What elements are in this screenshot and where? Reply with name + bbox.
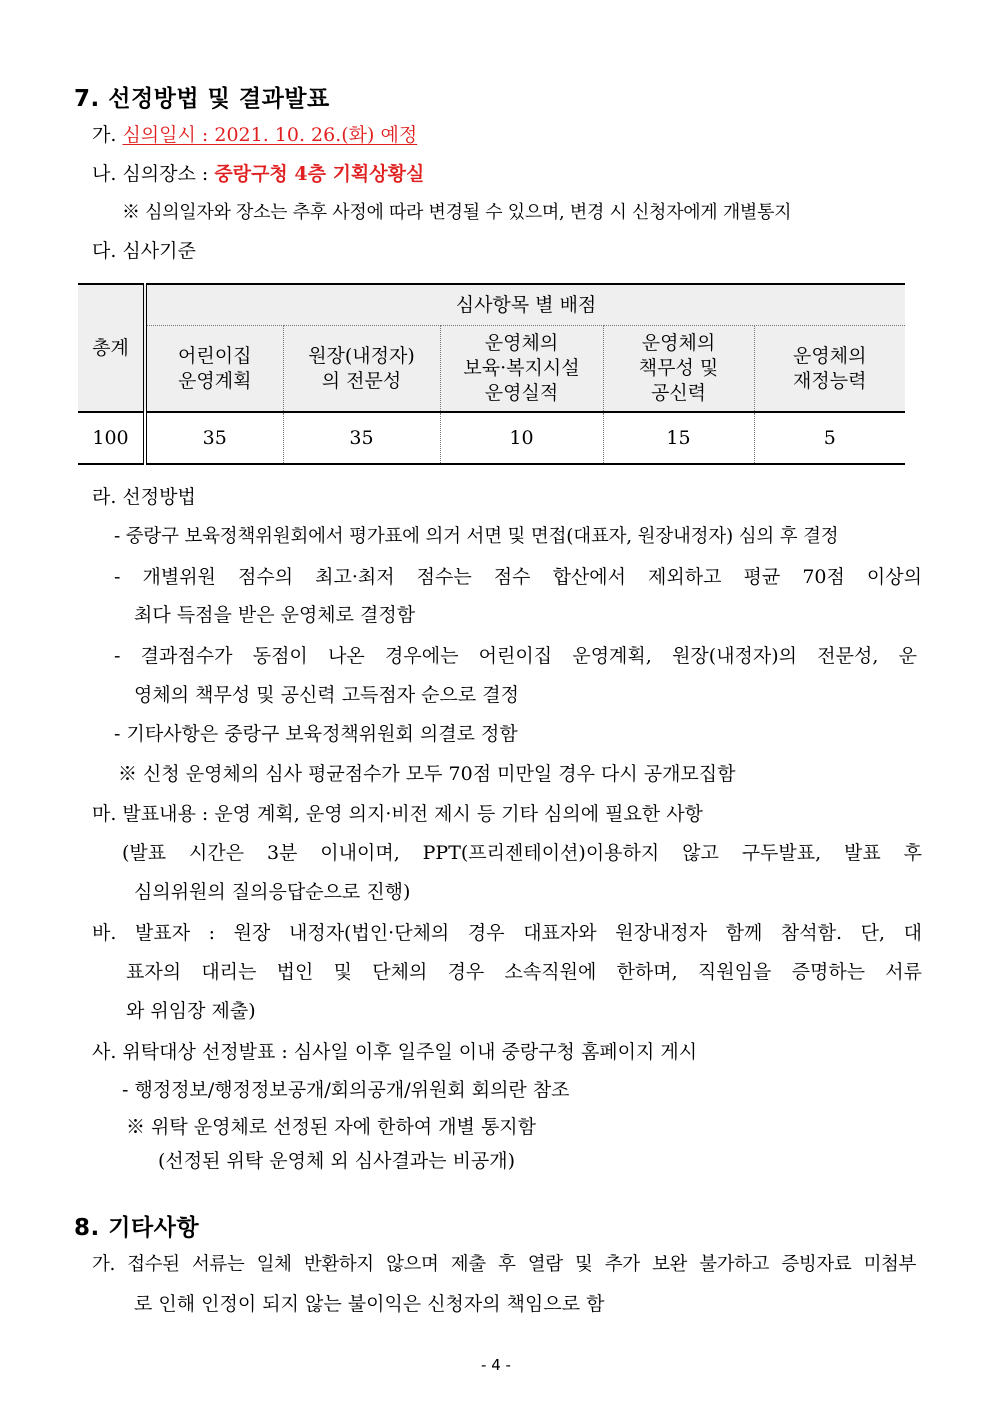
item-sa-note: ※ 위탁 운영체로 선정된 자에 한하여 개별 통지함 xyxy=(126,1116,537,1138)
score-cell-2: 35 xyxy=(283,412,440,464)
section-8-item-ga: 가. 접수된 서류는 일체 반환하지 않으며 제출 후 열람 및 추가 보완 불가하고 증빙자료 미첨부 xyxy=(92,1254,916,1275)
column-header-4: 운영체의 책무성 및 공신력 xyxy=(603,326,754,412)
group-header: 심사항목 별 배점 xyxy=(145,284,905,326)
item-sa: 사. 위탁대상 선정발표 : 심사일 이후 일주일 이내 중랑구청 홈페이지 게시 xyxy=(92,1041,698,1063)
item-ra: 라. 선정방법 xyxy=(92,486,196,508)
section-7-title: 7. 선정방법 및 결과발표 xyxy=(74,86,330,112)
item-ga-prefix: 가. xyxy=(92,124,117,146)
item-sa-note-cont: (선정된 위탁 운영체 외 심사결과는 비공개) xyxy=(158,1150,516,1172)
ra-item-1: - 중랑구 보육정책위원회에서 평가표에 의거 서면 및 면접(대표자, 원장내정자) 심의 후 결정 xyxy=(114,526,839,547)
ra-item-4: - 기타사항은 중랑구 보육정책위원회 의결로 정함 xyxy=(114,723,518,745)
review-place: 중랑구청 4층 기획상황실 xyxy=(214,163,425,185)
ra-item-2-cont: 최다 득점을 받은 운영체로 결정함 xyxy=(134,604,416,626)
item-ma-cont-1: (발표 시간은 3분 이내이며, PPT(프리젠테이션)이용하지 않고 구두발표, 발표 후 xyxy=(122,842,922,864)
ra-item-3-cont: 영체의 책무성 및 공신력 고득점자 순으로 결정 xyxy=(134,684,519,706)
ra-note: ※ 신청 운영체의 심사 평균점수가 모두 70점 미만일 경우 다시 공개모집함 xyxy=(118,763,736,785)
ra-item-2: - 개별위원 점수의 최고·최저 점수는 점수 합산에서 제외하고 평균 70점 이상의 xyxy=(114,566,922,588)
total-value: 100 xyxy=(78,412,145,464)
item-ba: 바. 발표자 : 원장 내정자(법인·단체의 경우 대표자와 원장내정자 함께 참석함. 단, 대 xyxy=(92,922,922,944)
column-header-2: 원장(내정자) 의 전문성 xyxy=(283,326,440,412)
score-cell-1: 35 xyxy=(145,412,283,464)
item-ba-cont-2: 와 위임장 제출) xyxy=(126,1000,256,1022)
score-cell-4: 15 xyxy=(603,412,754,464)
score-table xyxy=(78,283,905,465)
section-8-title: 8. 기타사항 xyxy=(74,1215,200,1241)
item-da: 다. 심사기준 xyxy=(92,240,196,262)
item-na-prefix: 나. 심의장소 : xyxy=(92,163,209,185)
item-sa-ref: - 행정정보/행정정보공개/회의공개/위원회 회의란 참조 xyxy=(122,1079,570,1101)
column-header-3: 운영체의 보육·복지시설 운영실적 xyxy=(440,326,603,412)
note-schedule-change: ※ 심의일자와 장소는 추후 사정에 따라 변경될 수 있으며, 변경 시 신청자에게 개별통지 xyxy=(122,202,792,223)
page-number: - 4 - xyxy=(481,1356,511,1374)
column-header-1: 어린이집 운영계획 xyxy=(145,326,283,412)
item-na-line xyxy=(92,161,424,187)
column-header-5: 운영체의 재정능력 xyxy=(754,326,905,412)
item-ma: 마. 발표내용 : 운영 계획, 운영 의지·비전 제시 등 기타 심의에 필요한 사항 xyxy=(92,803,703,825)
item-ga-line xyxy=(92,122,417,148)
score-cell-5: 5 xyxy=(754,412,905,464)
section-8-item-ga-cont: 로 인해 인정이 되지 않는 불이익은 신청자의 책임으로 함 xyxy=(134,1293,605,1315)
ra-item-3: - 결과점수가 동점이 나온 경우에는 어린이집 운영계획, 원장(내정자)의 전문성, 운 xyxy=(114,645,917,667)
review-datetime: 심의일시 : 2021. 10. 26.(화) 예정 xyxy=(122,124,418,146)
item-ma-cont-2: 심의위원의 질의응답순으로 진행) xyxy=(134,881,411,903)
score-cell-3: 10 xyxy=(440,412,603,464)
item-ba-cont-1: 표자의 대리는 법인 및 단체의 경우 소속직원에 한하며, 직원임을 증명하는 서류 xyxy=(126,961,922,983)
total-header: 총계 xyxy=(78,284,145,412)
